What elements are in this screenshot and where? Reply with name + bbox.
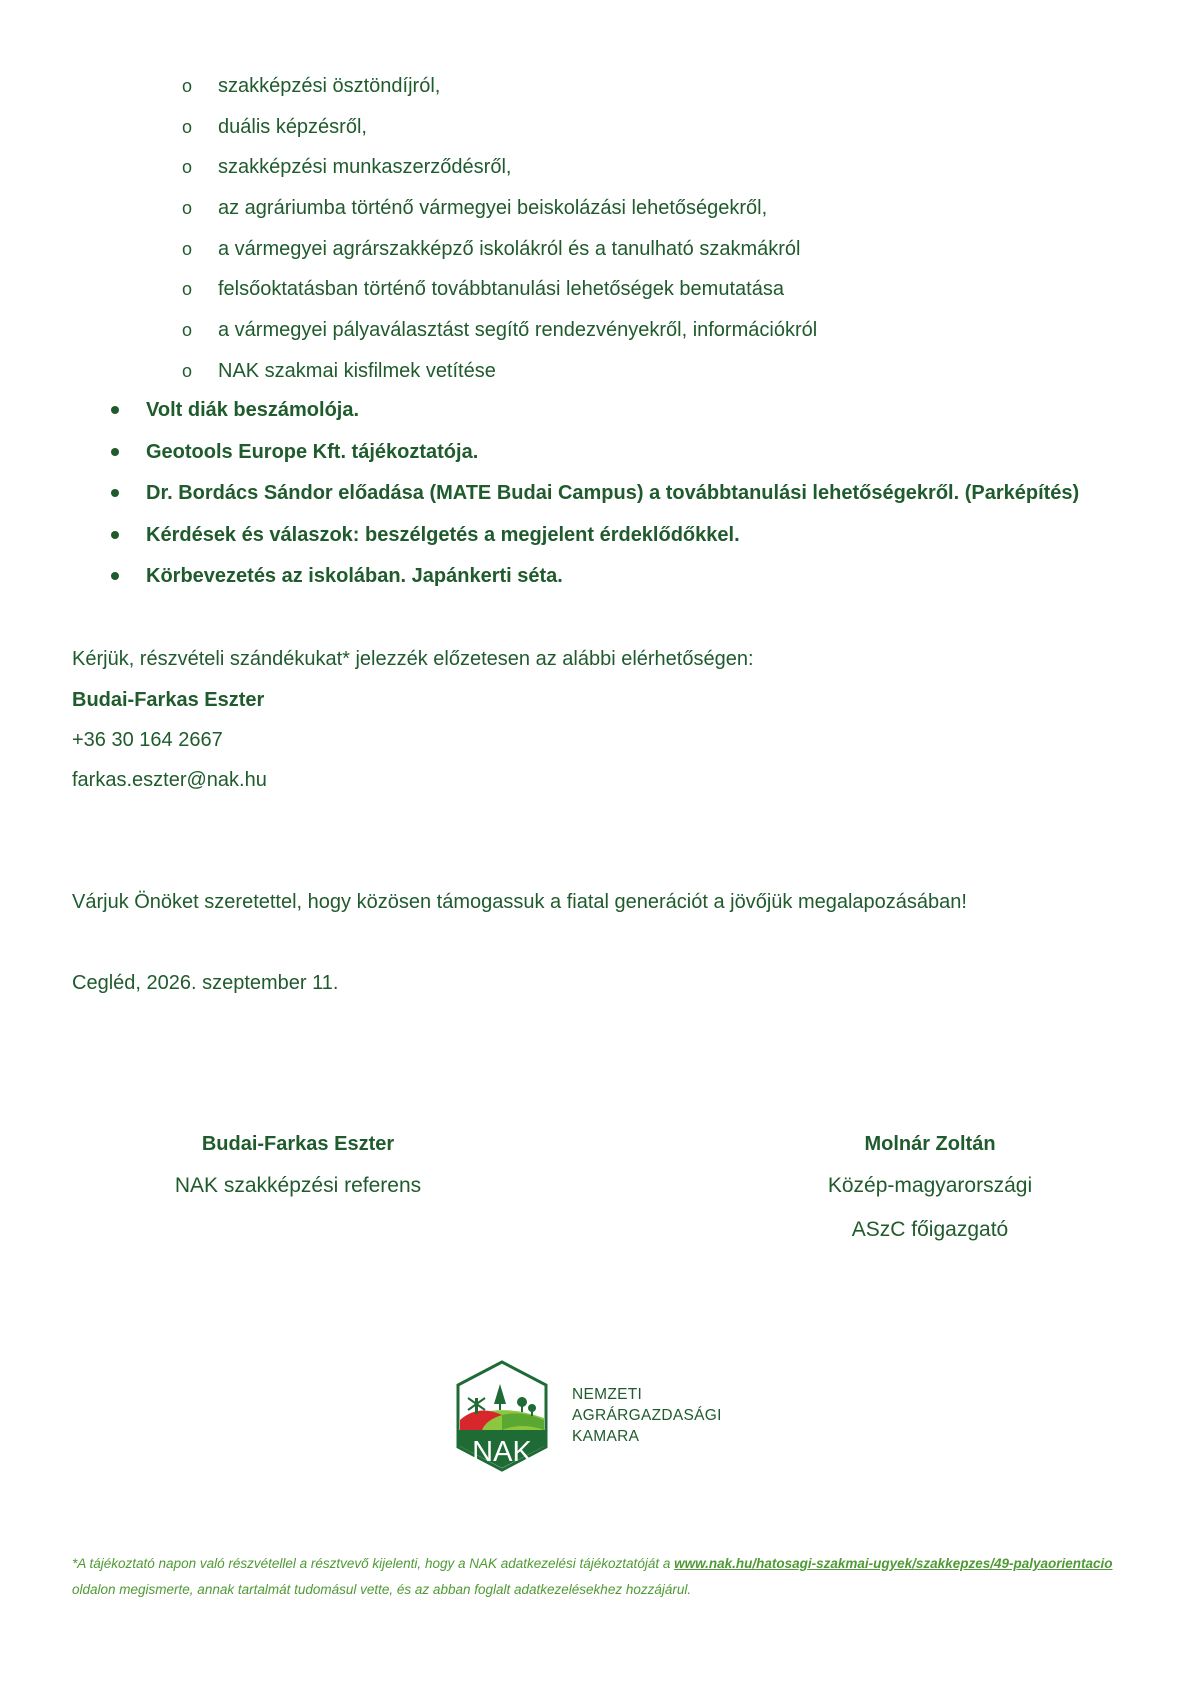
logo-mark-text: NAK <box>472 1436 532 1468</box>
signature-left-name: Budai-Farkas Eszter <box>201 1133 395 1155</box>
sub-list <box>178 72 817 398</box>
sub-list-item: o a vármegyei agrárszakképző iskolákról és a tanulható szakmákról <box>182 237 801 260</box>
program-item: Kérdések és válaszok: beszélgetés a megjelent érdeklődőkkel. <box>106 521 1079 563</box>
bullet-dot-icon <box>111 448 119 456</box>
program-item: Geotools Europe Kft. tájékoztatója. <box>106 438 1079 480</box>
sub-list-item: o szakképzési munkaszerződésről, <box>182 156 512 179</box>
sub-list-item: o szakképzési ösztöndíjról, <box>182 75 441 97</box>
signature-right-name: Molnár Zoltán <box>864 1133 996 1155</box>
contact-intro: Kérjük, részvételi szándékukat* jelezzék előzetesen az alábbi elérhetőségen: <box>72 648 754 670</box>
bullet-dot-icon <box>111 489 119 497</box>
signature-right-title-1: Közép-magyarországi <box>827 1174 1033 1197</box>
bullet-dot-icon <box>111 406 119 414</box>
logo-wordmark: NEMZETI AGRÁRGAZDASÁGI KAMARA <box>572 1386 722 1445</box>
footnote: *A tájékoztató napon való részvétellel a résztvevő kijelenti, hogy a NAK adatkezelési tájékoztatóját a www.nak.hu/hatosagi-szakmai-ugyek/szakkepzes/49-palyaorientacio oldalon megismerte, annak tartalmát tudomásul vette, és az abban foglalt adatkezelésekhez hozzájárul. <box>72 1556 1113 1597</box>
contact-name: Budai-Farkas Eszter <box>72 689 265 711</box>
bullet-dot-icon <box>111 572 119 580</box>
sub-list-item: o NAK szakmai kisfilmek vetítése <box>182 359 496 382</box>
sub-list-item: o a vármegyei pályaválasztást segítő rendezvényekről, információkról <box>182 319 818 342</box>
privacy-link[interactable]: www.nak.hu/hatosagi-szakmai-ugyek/szakkepzes/49-palyaorientacio <box>674 1556 1113 1571</box>
contact-phone: +36 30 164 2667 <box>72 729 223 751</box>
signature-left <box>148 1130 448 1200</box>
place-date: Cegléd, 2026. szeptember 11. <box>72 972 339 994</box>
program-item: Volt diák beszámolója. <box>106 396 1079 438</box>
closing-text: Várjuk Önöket szeretettel, hogy közösen támogassuk a fiatal generációt a jövőjük megalapozásában! <box>72 891 967 913</box>
signature-left-title: NAK szakképzési referens <box>174 1174 422 1197</box>
program-item: Körbevezetés az iskolában. Japánkerti séta. <box>106 562 1079 604</box>
signature-right <box>780 1130 1080 1244</box>
bullet-dot-icon <box>111 531 119 539</box>
contact-email[interactable]: farkas.eszter@nak.hu <box>72 769 267 791</box>
program-list <box>106 396 1079 604</box>
program-item: Dr. Bordács Sándor előadása (MATE Budai Campus) a továbbtanulási lehetőségekről. (Parképítés) <box>106 479 1079 521</box>
sub-list-item: o az agráriumba történő vármegyei beiskolázási lehetőségekről, <box>182 197 768 220</box>
sub-list-item: o felsőoktatásban történő továbbtanulási lehetőségek bemutatása <box>182 278 784 301</box>
sub-list-item: o duális képzésről, <box>182 115 367 138</box>
signature-right-title-2: ASzC főigazgató <box>851 1218 1009 1241</box>
